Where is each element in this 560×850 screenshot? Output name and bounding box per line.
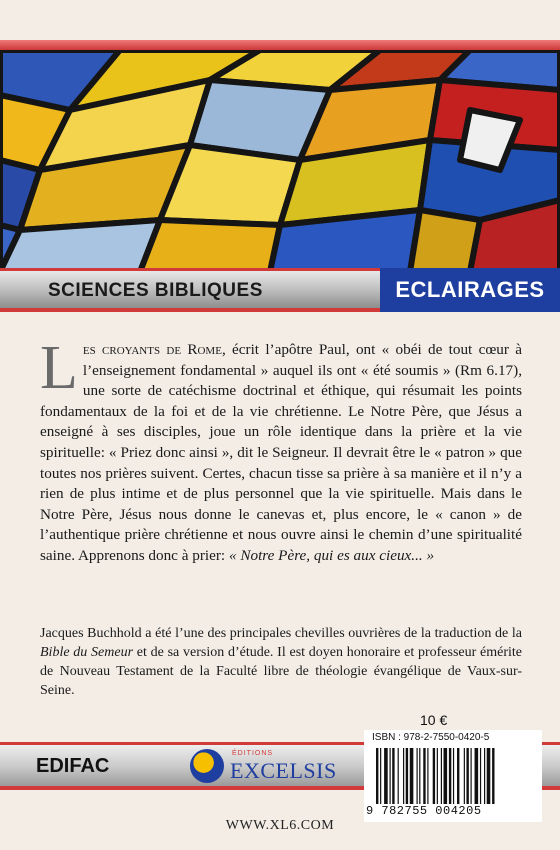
excelsis-logo-icon xyxy=(190,749,224,783)
author-bio xyxy=(40,624,522,700)
series-name-eclairages: ECLAIRAGES xyxy=(380,268,560,312)
series-band xyxy=(0,268,560,312)
excelsis-logo-text: EXCELSIS xyxy=(230,758,337,783)
barcode-box xyxy=(364,730,542,822)
ean-number: 9 782755 004205 xyxy=(366,804,482,818)
blurb-body: , écrit l’apôtre Paul, ont « obéi de tout cœur à l’enseignement fondamental » auquel ils ont « été soumis » (Rm 6.17), une sorte de catéchisme doctrinal et éthique, qui résumait les points fondamentaux de la foi et de la vie chrétienne. Le Notre Père, que Jésus a enseigné à ses disciples, joue un rôle identique dans la prière et la vie spirituelle: « Priez donc ainsi », dit le Seigneur. Il devrait être le « patron » que toutes nos prières suivent. Certes, chacun tisse sa prière à sa manière et il n’y a rien de plus intime et de plus personnel que la vie spirituelle. Mais dans le Notre Père, Jésus nous donne le canevas et, plus encore, le « canon » de l’authentique prière chrétienne et nous ouvre ainsi le chemin d’une spiritualité saine. Apprenons donc à prier: xyxy=(40,341,522,564)
series-name-sciences-bibliques: SCIENCES BIBLIQUES xyxy=(48,280,263,301)
blurb-lead-smallcaps: es croyants de Rome xyxy=(82,341,222,358)
back-cover-blurb xyxy=(40,334,522,567)
isbn-label: ISBN : 978-2-7550-0420-5 xyxy=(372,732,490,743)
publisher-website: WWW.XL6.COM xyxy=(225,818,335,833)
drop-cap: L xyxy=(40,334,78,402)
bio-italic-title: Bible du Semeur xyxy=(40,645,134,660)
edifac-logo-text: EDIFAC xyxy=(36,755,110,777)
stained-glass-image xyxy=(0,50,560,272)
blurb-italic-quote: « Notre Père, qui es aux cieux... » xyxy=(228,546,435,564)
barcode-bars xyxy=(376,748,530,804)
price-label: 10 € xyxy=(420,712,448,728)
bio-part-1: Jacques Buchhold a été l’une des principales chevilles ouvrières de la traduction de la xyxy=(40,626,522,641)
bio-part-2: et de sa version d’étude. Il est doyen honoraire et professeur émérite de Nouveau Testament de la Faculté libre de théologie évangélique de Vaux-sur-Seine. xyxy=(40,645,522,698)
stained-glass-illustration xyxy=(0,50,560,272)
editions-label: ÉDITIONS xyxy=(232,750,274,757)
